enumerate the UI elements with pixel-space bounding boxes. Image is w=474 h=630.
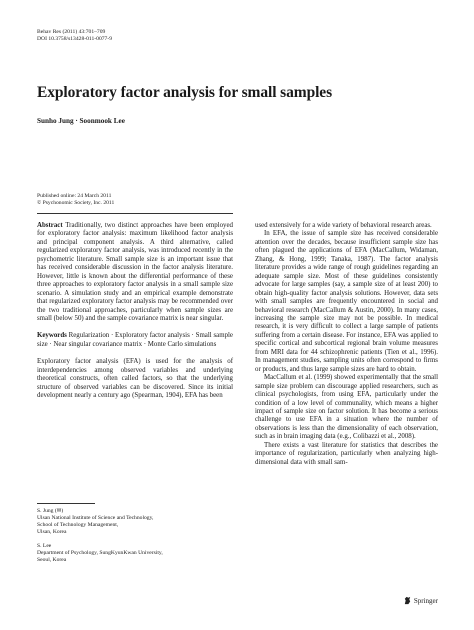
paper-authors: Sunho Jung · Soonmook Lee	[37, 117, 125, 125]
keywords	[37, 332, 233, 349]
author1-affiliation-2: School of Technology Management,	[37, 522, 119, 528]
publisher-logo	[403, 596, 438, 605]
abstract	[37, 222, 233, 323]
intro-paragraph: Exploratory factor analysis (EFA) is used for the analysis of interdependencies among observed variables and underlying theoretical constructs, often called factors, so that the underlying structure of observed variables can be discovered. Since its initial development nearly a century ago (Spearman, 1904), EFA has been	[37, 358, 233, 400]
springer-horse-icon	[403, 596, 412, 605]
author1-name: S. Jung (✉)	[37, 508, 64, 514]
author2-affiliation-1: Department of Psychology, SungKyunKwan University,	[37, 550, 163, 556]
author1-affiliation-1: Ulsan National Institute of Science and Technology,	[37, 515, 154, 521]
keywords-text: Regularization · Exploratory factor analysis · Small sample size · Near singular covariance matrix · Monte Carlo simulations	[37, 332, 233, 348]
author1-affiliation-3: Ulsan, Korea	[37, 529, 67, 535]
abstract-text: Traditionally, two distinct approaches have been employed for exploratory factor analysis: maximum likelihood factor analysis and principal component analysis. A third alternative, called regularized exploratory factor analysis, was introduced recently in the psychometric literature. Small sample size is an important issue that has received considerable discussion in the factor analysis literature. However, little is known about the differential performance of these three approaches to exploratory factor analysis in a small sample size scenario. A simulation study and an empirical example demonstrate that regularized exploratory factor analysis may be recommended over the two traditional approaches, particularly when sample sizes are small (below 50) and the sample covariance matrix is near singular.	[37, 222, 233, 322]
author2-affiliation-2: Seoul, Korea	[37, 557, 67, 563]
published-online: Published online: 24 March 2011	[37, 193, 112, 199]
copyright: © Psychonomic Society, Inc. 2011	[37, 200, 115, 206]
right-paragraph-2: In EFA, the issue of sample size has received considerable attention over the decades, because insufficient sample size has often plagued the applications of EFA (MacCallum, Widaman, Zhang, & Hong, 1999; Tanaka, 1987). The factor analysis literature provides a wide range of rough guidelines regarding an adequate sample size. Most of these guidelines consistently advocate for large samples (say, a sample size of at least 200) to obtain high-quality factor analysis solutions. However, data sets with small samples are frequently encountered in social and behavioral research (MacCallum & Austin, 2000). In many cases, increasing the sample size may not be possible. In medical research, it is very difficult to collect a large sample of patients suffering from a certain disease. For instance, EFA was applied to specific cortical and subcortical regional brain volume measures from MRI data for 44 schizophrenic patients (Tien et al., 1996). In management studies, sampling units often correspond to firms or products, and thus large sample sizes are hard to obtain.	[255, 230, 438, 373]
right-paragraph-3: MacCallum et al. (1999) showed experimentally that the small sample size problem can discourage applied researchers, such as clinical psychologists, from using EFA, particularly under the condition of a low level of communality, which means a higher impact of sample size on factor solution. It has become a serious challenge to use EFA in a situation where the number of observations is less than the dimensionality of each observation, such as in brain imaging data (e.g., Colibazzi et al., 2008).	[255, 374, 438, 441]
journal-header	[37, 29, 112, 43]
paper-title: Exploratory factor analysis for small samples	[37, 84, 333, 101]
journal-citation: Behav Res (2011) 43:701–709	[37, 29, 106, 35]
section-divider	[37, 213, 233, 214]
abstract-label: Abstract	[37, 222, 63, 229]
publisher-name: Springer	[413, 596, 438, 605]
doi: DOI 10.3758/s13428-011-0077-9	[37, 36, 112, 42]
keywords-label: Keywords	[37, 332, 67, 340]
footnote-rule	[37, 503, 95, 504]
right-column	[255, 222, 438, 467]
right-paragraph-4: There exists a vast literature for statistics that describes the importance of regularization, particularly when analyzing high-dimensional data with small sam-	[255, 441, 438, 466]
left-column	[37, 222, 233, 401]
publication-info	[37, 193, 114, 207]
author-footnote	[37, 508, 233, 564]
right-paragraph-1: used extensively for a wide variety of behavioral research areas.	[255, 222, 432, 229]
author2-name: S. Lee	[37, 543, 52, 549]
